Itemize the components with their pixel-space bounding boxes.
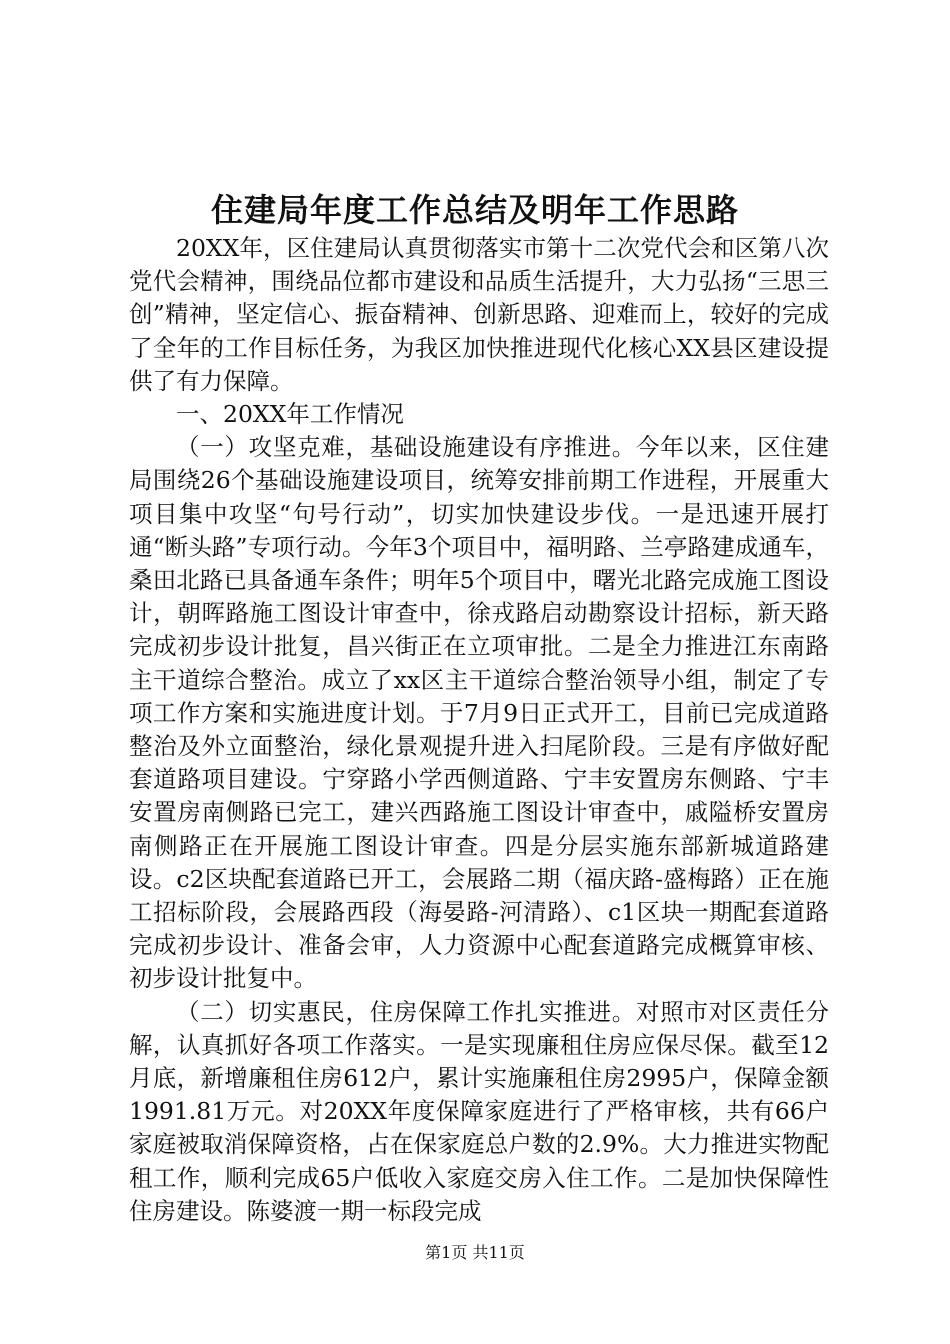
subsection-housing-paragraph: （二）切实惠民，住房保障工作扎实推进。对照市对区责任分解，认真抓好各项工作落实。一是实现廉租住房应保尽保。截至12月底，新增廉租住房612户，累计实施廉租住房2995户，保障金额1991.81万元。对20XX年度保障家庭进行了严格审核，共有66户家庭被取消保障资格，占在保家庭总户数的2.9%。大力推进实物配租工作，顺利完成65户低收入家庭交房入住工作。二是加快保障性住房建设。陈婆渡一期一标段完成 — [129, 997, 829, 1225]
subsection-infrastructure-paragraph: （一）攻坚克难，基础设施建设有序推进。今年以来，区住建局围绕26个基础设施建设项目，统筹安排前期工作进程，开展重大项目集中攻坚“句号行动”，切实加快建设步伐。一是迅速开展打通“断头路”专项行动。今年3个项目中，福明路、兰亭路建成通车，桑田北路已具备通车条件；明年5个项目中，曙光北路完成施工图设计，朝晖路施工图设计审查中，徐戎路启动勘察设计招标，新天路完成初步设计批复，昌兴街正在立项审批。二是全力推进江东南路主干道综合整治。成立了xx区主干道综合整治领导小组，制定了专项工作方案和实施进度计划。于7月9日正式开工，目前已完成道路整治及外立面整治，绿化景观提升进入扫尾阶段。三是有序做好配套道路项目建设。宁穿路小学西侧道路、宁丰安置房东侧路、宁丰安置房南侧路已完工，建兴西路施工图设计审查中，戚隘桥安置房南侧路正在开展施工图设计审查。四是分层实施东部新城道路建设。c2区块配套道路已开工，会展路二期（福庆路-盛梅路）正在施工招标阶段，会展路西段（海晏路-河清路）、c1区块一期配套道路完成初步设计、准备会审，人力资源中心配套道路完成概算审核、初步设计批复中。 — [129, 433, 829, 993]
section-heading: 一、20XX年工作情况 — [176, 400, 404, 429]
page-footer: 第1页 共11页 — [425, 1243, 525, 1262]
document-body — [129, 232, 829, 1228]
intro-paragraph: 20XX年，区住建局认真贯彻落实市第十二次党代会和区第八次党代会精神，围绕品位都市建设和品质生活提升，大力弘扬“三思三创”精神，坚定信心、振奋精神、创新思路、迎难而上，较好的完成了全年的工作目标任务，为我区加快推进现代化核心XX县区建设提供了有力保障。 — [129, 234, 829, 395]
document-title: 住建局年度工作总结及明年工作思路 — [210, 191, 739, 229]
